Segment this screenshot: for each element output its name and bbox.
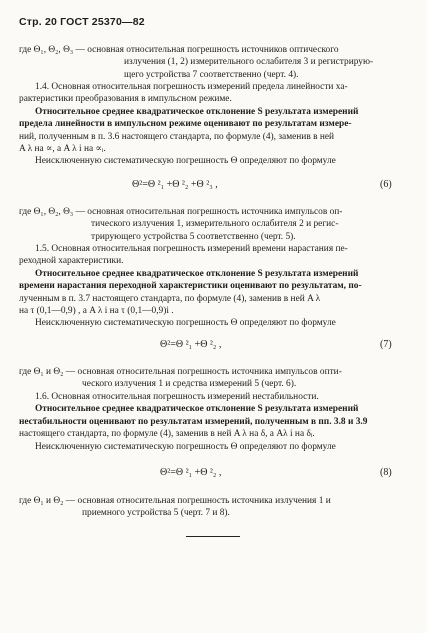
eq6-where-clause (19, 206, 407, 243)
equation-number: (7) (380, 339, 392, 350)
text-line: где Θ₁, Θ₂, Θ₃ — основная относительная погрешность источников оптического (19, 45, 339, 55)
equation-formula: Θ²=Θ ²₁ +Θ ²₂ +Θ ²₃ , (132, 179, 218, 190)
text-line: где Θ₁ и Θ₂ — основная относительная погрешность источника излучения 1 и (19, 496, 331, 506)
section-heading: 1.4. Основная относительная погрешность измерений предела линейности ха- (35, 82, 348, 92)
text-line: приемного устройства 5 (черт. 7 и 8). (82, 508, 230, 519)
text-line: нестабильности оценивают по результатам измерений, полученным в пп. 3.8 и 3.9 (19, 416, 368, 427)
text-line: где Θ₁, Θ₂, Θ₃ — основная относительная погрешность источника импульсов оп- (19, 207, 343, 217)
end-separator-line (186, 536, 240, 537)
text-line: Относительное среднее квадратическое отклонение S результата измерений (35, 404, 359, 415)
text-line: щего устройства 7 соответственно (черт. 4). (124, 69, 299, 80)
section-1-5 (19, 243, 407, 330)
equation-formula: Θ²=Θ ²₁ +Θ ²₂ , (160, 339, 222, 350)
text-line: Неисключенную систематическую погрешность Θ определяют по формуле (35, 156, 336, 167)
text-line: тического излучения 1, измерительного ослабителя 2 и регис- (91, 219, 339, 230)
section-heading: 1.6. Основная относительная погрешность измерений нестабильности. (35, 392, 319, 402)
text-line: реходной характеристики. (19, 256, 124, 267)
text-line: времени нарастания переходной характеристики оценивают по результатам, по- (19, 281, 362, 292)
section-1-6 (19, 391, 407, 453)
text-line: Неисключенную систематическую погрешность Θ определяют по формуле (35, 318, 336, 329)
text-line: где Θ₁ и Θ₂ — основная относительная погрешность источника импульсов опти- (19, 367, 342, 377)
equation-6 (0, 179, 427, 195)
text-line: настоящего стандарта, по формуле (4), заменив в ней A λ на δ, а Aλ i на δᵢ. (19, 429, 315, 440)
equation-number: (8) (380, 467, 392, 478)
text-line: излучения (1, 2) измерительного ослабителя 3 и регистрирую- (124, 57, 374, 68)
text-line: Относительное среднее квадратическое отклонение S результата измерений (35, 106, 359, 117)
equation-8 (0, 467, 427, 483)
text-line: A λ на ∝, а A λ i на ∝ᵢ. (19, 144, 106, 155)
equation-number: (6) (380, 179, 392, 190)
text-line: предела линейности в импульсном режиме оценивают по результатам измере- (19, 119, 352, 130)
text-line: Неисключенную систематическую погрешность Θ определяют по формуле (35, 441, 336, 452)
eq8-where-clause (19, 495, 407, 520)
intro-where-clause (19, 44, 407, 81)
text-line: рактеристики преобразования в импульсном режиме. (19, 94, 232, 105)
page-header: Стр. 20 ГОСТ 25370—82 (19, 16, 145, 28)
text-line: на τ (0,1—0,9) , а A λ i на τ (0,1—0,9)i . (19, 306, 174, 317)
text-line: ческого излучения 1 и средства измерений 5 (черт. 6). (82, 379, 297, 390)
equation-7 (0, 339, 427, 355)
section-1-4 (19, 81, 407, 168)
text-line: ний, полученным в п. 3.6 настоящего стандарта, по формуле (4), заменив в ней (19, 131, 335, 142)
equation-formula: Θ²=Θ ²₁ +Θ ²₂ , (160, 467, 222, 478)
eq7-where-clause (19, 366, 407, 391)
text-line: Относительное среднее квадратическое отклонение S результата измерений (35, 268, 359, 279)
section-heading: 1.5. Основная относительная погрешность измерений времени нарастания пе- (35, 244, 348, 254)
text-line: трирующего устройства 5 соответственно (черт. 5). (91, 231, 296, 242)
text-line: лученным в п. 3.7 настоящего стандарта, по формуле (4), заменив в ней A λ (19, 293, 321, 304)
